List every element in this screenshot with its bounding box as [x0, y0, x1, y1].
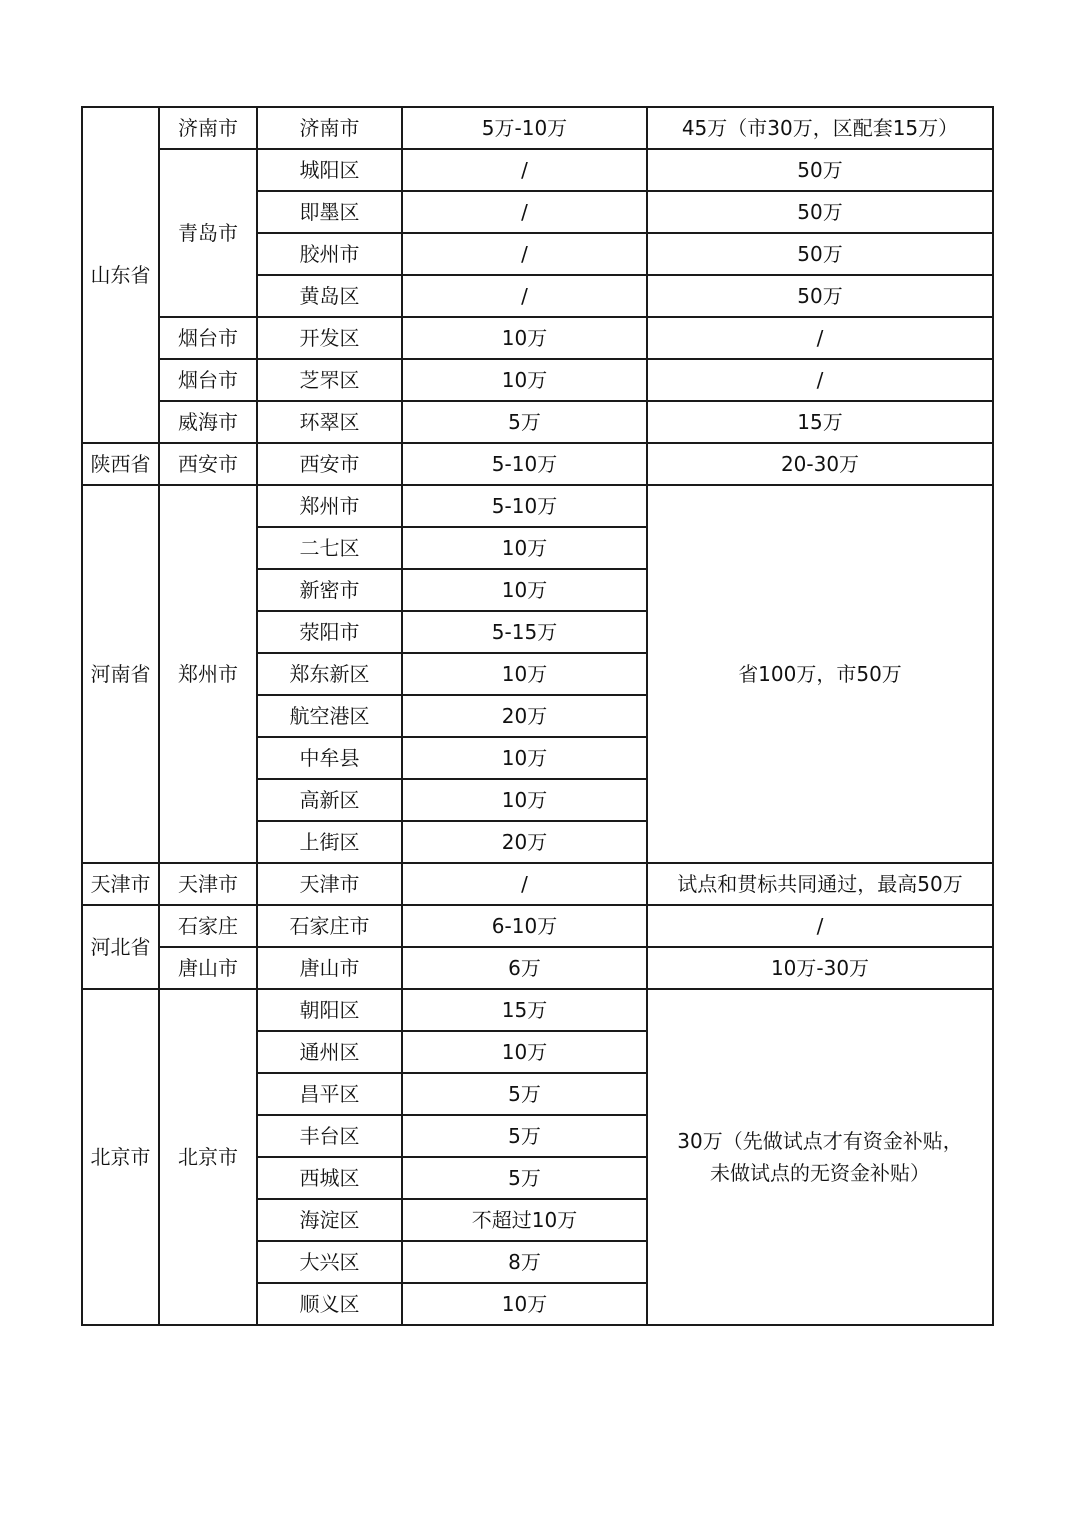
standard-subsidy-cell: 省100万，市50万 [647, 485, 993, 863]
district-cell: 新密市 [257, 569, 402, 611]
pilot-subsidy-cell: 8万 [402, 1241, 647, 1283]
table-row [82, 863, 993, 905]
city-cell: 济南市 [159, 107, 257, 149]
standard-subsidy-cell: 15万 [647, 401, 993, 443]
table-row [82, 443, 993, 485]
pilot-subsidy-cell: 5万 [402, 1115, 647, 1157]
pilot-subsidy-cell: / [402, 191, 647, 233]
pilot-subsidy-cell: 10万 [402, 527, 647, 569]
district-cell: 唐山市 [257, 947, 402, 989]
district-cell: 通州区 [257, 1031, 402, 1073]
standard-subsidy-cell: 45万（市30万，区配套15万） [647, 107, 993, 149]
city-cell: 烟台市 [159, 317, 257, 359]
table-row [82, 905, 993, 947]
district-cell: 大兴区 [257, 1241, 402, 1283]
district-cell: 胶州市 [257, 233, 402, 275]
standard-subsidy-cell: 50万 [647, 275, 993, 317]
table-row [82, 149, 993, 191]
district-cell: 荥阳市 [257, 611, 402, 653]
pilot-subsidy-cell: 5万 [402, 1157, 647, 1199]
table-row [82, 401, 993, 443]
pilot-subsidy-cell: 6万 [402, 947, 647, 989]
district-cell: 西城区 [257, 1157, 402, 1199]
pilot-subsidy-cell: 5-10万 [402, 443, 647, 485]
pilot-subsidy-cell: 5万-10万 [402, 107, 647, 149]
standard-subsidy-cell: 20-30万 [647, 443, 993, 485]
pilot-subsidy-cell: 5-15万 [402, 611, 647, 653]
district-cell: 西安市 [257, 443, 402, 485]
province-cell: 山东省 [82, 107, 159, 443]
province-cell: 北京市 [82, 989, 159, 1325]
district-cell: 海淀区 [257, 1199, 402, 1241]
city-cell: 天津市 [159, 863, 257, 905]
province-cell: 陕西省 [82, 443, 159, 485]
district-cell: 中牟县 [257, 737, 402, 779]
subsidy-table [81, 106, 994, 1326]
district-cell: 芝罘区 [257, 359, 402, 401]
pilot-subsidy-cell: 15万 [402, 989, 647, 1031]
district-cell: 顺义区 [257, 1283, 402, 1325]
pilot-subsidy-cell: / [402, 149, 647, 191]
table-row [82, 947, 993, 989]
district-cell: 郑东新区 [257, 653, 402, 695]
city-cell: 石家庄 [159, 905, 257, 947]
standard-subsidy-cell: / [647, 905, 993, 947]
standard-subsidy-cell: 10万-30万 [647, 947, 993, 989]
city-cell: 郑州市 [159, 485, 257, 863]
city-cell: 西安市 [159, 443, 257, 485]
standard-subsidy-cell: 50万 [647, 191, 993, 233]
pilot-subsidy-cell: 10万 [402, 779, 647, 821]
city-cell: 唐山市 [159, 947, 257, 989]
standard-subsidy-cell: 50万 [647, 233, 993, 275]
district-cell: 高新区 [257, 779, 402, 821]
standard-subsidy-cell: / [647, 317, 993, 359]
table-row [82, 107, 993, 149]
pilot-subsidy-cell: 20万 [402, 821, 647, 863]
city-cell: 烟台市 [159, 359, 257, 401]
pilot-subsidy-cell: 不超过10万 [402, 1199, 647, 1241]
pilot-subsidy-cell: 10万 [402, 359, 647, 401]
district-cell: 昌平区 [257, 1073, 402, 1115]
city-cell: 北京市 [159, 989, 257, 1325]
district-cell: 天津市 [257, 863, 402, 905]
standard-subsidy-cell [647, 989, 993, 1325]
pilot-subsidy-cell: 10万 [402, 1283, 647, 1325]
district-cell: 上街区 [257, 821, 402, 863]
pilot-subsidy-cell: 10万 [402, 653, 647, 695]
standard-subsidy-cell: / [647, 359, 993, 401]
district-cell: 石家庄市 [257, 905, 402, 947]
province-cell: 河南省 [82, 485, 159, 863]
table-row [82, 989, 993, 1031]
standard-subsidy-cell: 50万 [647, 149, 993, 191]
table-row [82, 317, 993, 359]
district-cell: 二七区 [257, 527, 402, 569]
standard-subsidy-line-2: 未做试点的无资金补贴） [710, 1161, 930, 1185]
province-cell: 天津市 [82, 863, 159, 905]
province-cell: 河北省 [82, 905, 159, 989]
city-cell: 威海市 [159, 401, 257, 443]
district-cell: 丰台区 [257, 1115, 402, 1157]
table-row [82, 359, 993, 401]
district-cell: 航空港区 [257, 695, 402, 737]
table-row [82, 485, 993, 527]
district-cell: 朝阳区 [257, 989, 402, 1031]
district-cell: 环翠区 [257, 401, 402, 443]
district-cell: 开发区 [257, 317, 402, 359]
pilot-subsidy-cell: / [402, 233, 647, 275]
pilot-subsidy-cell: 10万 [402, 737, 647, 779]
pilot-subsidy-cell: 10万 [402, 1031, 647, 1073]
district-cell: 济南市 [257, 107, 402, 149]
pilot-subsidy-cell: 20万 [402, 695, 647, 737]
district-cell: 黄岛区 [257, 275, 402, 317]
pilot-subsidy-cell: 5万 [402, 401, 647, 443]
standard-subsidy-line-1: 30万（先做试点才有资金补贴， [677, 1129, 963, 1153]
district-cell: 城阳区 [257, 149, 402, 191]
pilot-subsidy-cell: 10万 [402, 569, 647, 611]
standard-subsidy-cell: 试点和贯标共同通过，最高50万 [647, 863, 993, 905]
city-cell: 青岛市 [159, 149, 257, 317]
pilot-subsidy-cell: 5-10万 [402, 485, 647, 527]
pilot-subsidy-cell: / [402, 863, 647, 905]
pilot-subsidy-cell: 10万 [402, 317, 647, 359]
pilot-subsidy-cell: 6-10万 [402, 905, 647, 947]
pilot-subsidy-cell: / [402, 275, 647, 317]
district-cell: 即墨区 [257, 191, 402, 233]
pilot-subsidy-cell: 5万 [402, 1073, 647, 1115]
district-cell: 郑州市 [257, 485, 402, 527]
